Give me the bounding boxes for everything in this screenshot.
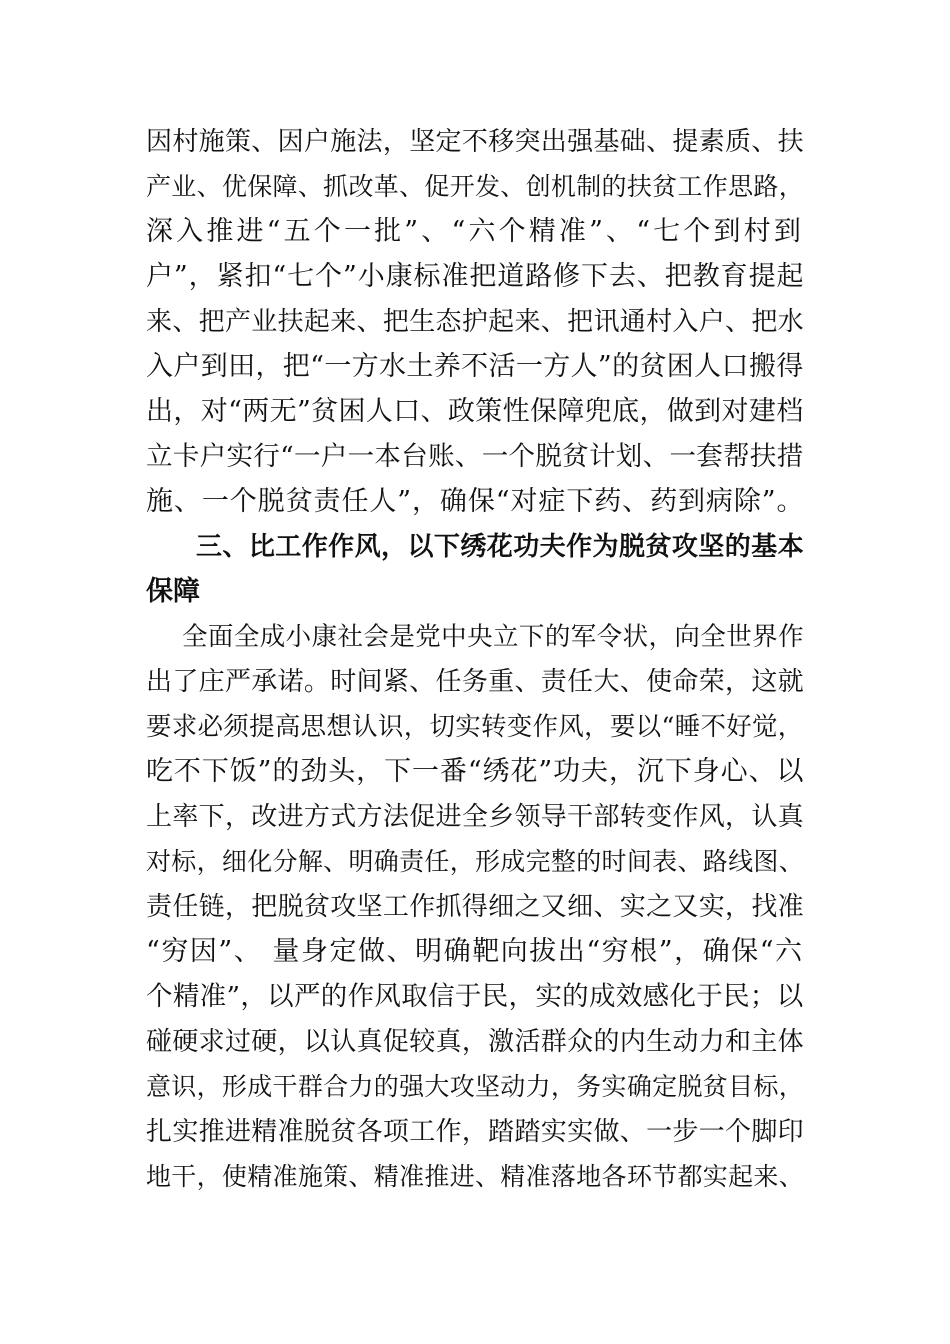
text-line: 因村施策、因户施法，坚定不移突出强基础、提素质、扶 xyxy=(146,127,805,157)
text-line: 个精准”，以严的作风取信于民，实的成效感化于民；以 xyxy=(146,981,804,1012)
text-line: 扎实推进精准脱贫各项工作，踏踏实实做、一步一个脚印 xyxy=(146,1117,805,1147)
text-line: 入户到田，把“一方水土养不活一方人”的贫困人口搬得 xyxy=(146,351,804,382)
heading-line: 保障 xyxy=(146,576,200,607)
text-line: 施、一个脱贫责任人”，确保“对症下药、药到病除”。 xyxy=(146,486,805,517)
text-line: 出了庄严承诺。时间紧、任务重、责任大、使命荣，这就 xyxy=(146,667,805,697)
text-line: 要求必须提高思想认识，切实转变作风，要以“睡不好觉， xyxy=(146,712,804,742)
text-line: 碰硬求过硬，以认真促较真，激活群众的内生动力和主体 xyxy=(146,1027,805,1057)
heading-line: 三、比工作作风，以下绣花功夫作为脱贫攻坚的基本 xyxy=(196,532,805,562)
text-line: 出，对“两无”贫困人口、政策性保障兜底，做到对建档 xyxy=(146,396,804,427)
text-line: 户”，紧扣“七个”小康标准把道路修下去、把教育提起 xyxy=(146,261,805,292)
text-line: 上率下，改进方式方法促进全乡领导干部转变作风，认真 xyxy=(146,802,805,832)
text-line: 对标，细化分解、明确责任，形成完整的时间表、路线图、 xyxy=(146,847,805,876)
text-line: 来、把产业扶起来、把生态护起来、把讯通村入户、把水 xyxy=(146,307,805,337)
text-line: 意识，形成干群合力的强大攻坚动力，务实确定脱贫目标， xyxy=(146,1072,805,1101)
text-line: 吃不下饭”的劲头，下一番“绣花”功夫，沉下身心、以 xyxy=(146,756,805,787)
text-line: 产业、优保障、抓改革、促开发、创机制的扶贫工作思路， xyxy=(146,172,805,201)
text-line: 责任链，把脱贫攻坚工作抓得细之又细、实之又实，找准 xyxy=(146,892,805,922)
text-line: 地干，使精准施策、精准推进、精准落地各环节都实起来、 xyxy=(146,1162,805,1191)
text-line: 立卡户实行“一户一本台账、一个脱贫计划、一套帮扶措 xyxy=(146,441,804,472)
text-line: 全面全成小康社会是党中央立下的军令状，向全世界作 xyxy=(182,622,805,652)
text-line: 深入推进“五个一批”、“六个精准”、“七个到村到 xyxy=(146,216,805,247)
text-line: “穷因”、 量身定做、明确靶向拔出“穷根”，确保“六 xyxy=(146,936,804,967)
